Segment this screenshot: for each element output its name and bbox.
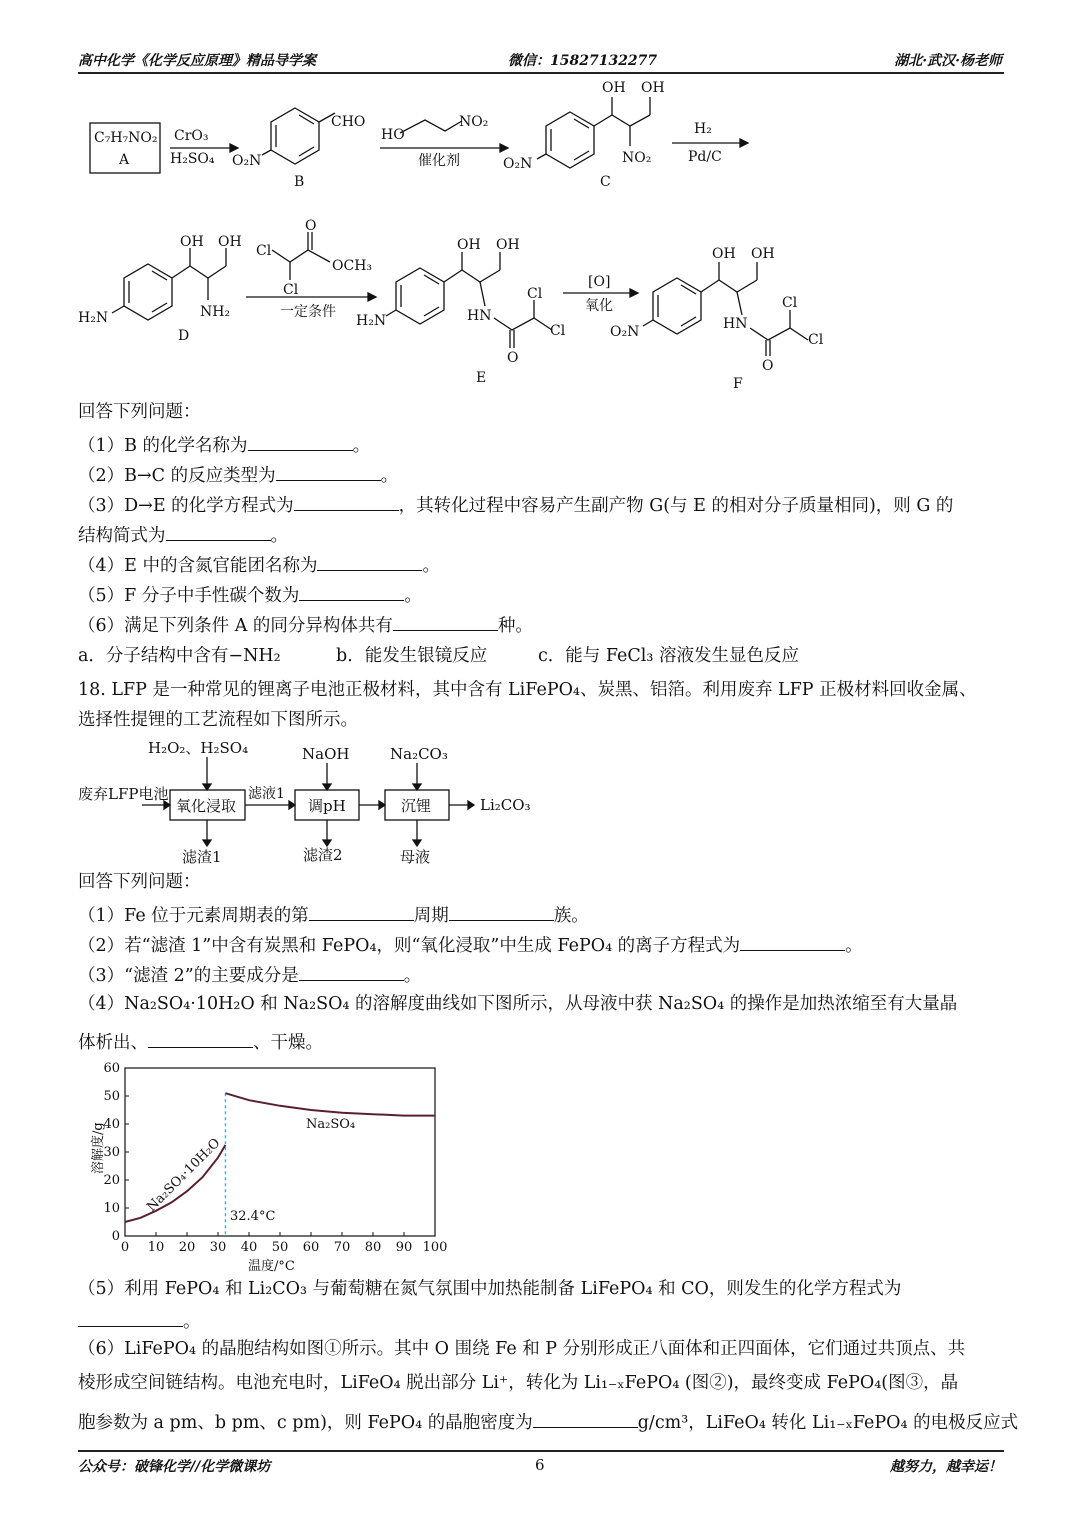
r2-below: 催化剂 [418, 153, 460, 169]
q17-q3a: （3）D→E 的化学方程式为 ，其转化过程中容易产生副产物 G(与 E 的相对分子质量相同)，则 G 的 [78, 492, 953, 517]
q18-q5a: （5）利用 FePO₄ 和 Li₂CO₃ 与葡萄糖在氮气氛围中加热能制备 LiFePO₄ 和 CO，则发生的化学方程式为 [78, 1279, 902, 1299]
E-o: O [507, 350, 519, 366]
solubility-chart [70, 1056, 470, 1276]
F-hn: HN [723, 316, 748, 332]
E-cl1: Cl [527, 286, 543, 302]
q18-q3: （3）“滤渣 2”的主要成分是 。 [78, 962, 421, 987]
r4-och3: OCH₃ [332, 258, 373, 274]
page-number: 6 [535, 1456, 545, 1474]
q17-intro: 回答下列问题： [78, 402, 201, 422]
q18-q6a: （6）LiFePO₄ 的晶胞结构如图①所示。其中 O 围绕 Fe 和 P 分别形成正八面体和正四面体，它们通过共顶点、共 [78, 1339, 966, 1359]
y-axis-label: 溶解度/g [91, 1122, 106, 1174]
q18-q6c: 胞参数为 a pm、b pm、c pm)，则 FePO₄ 的晶胞密度为 g/cm³，LiFeO₄ 转化 Li₁₋ₓFePO₄ 的电极反应式 [78, 1409, 1018, 1434]
E-cl2: Cl [550, 323, 566, 339]
y-tick-label: 60 [103, 1061, 120, 1076]
q17-q1: （1）B 的化学名称为 。 [78, 432, 370, 457]
q17-q4: （4）E 中的含氮官能团名称为 。 [78, 552, 440, 577]
C-label: C [600, 174, 611, 190]
q18-intro2: 选择性提锂的工艺流程如下图所示。 [78, 710, 358, 730]
y-tick-label: 10 [103, 1201, 120, 1216]
C-oh1: OH [602, 80, 626, 96]
F-cl2: Cl [808, 332, 824, 348]
series1-label: Na₂SO₄ [306, 1117, 356, 1132]
flow-residue1: 滤渣1 [182, 848, 222, 866]
x-tick-label: 0 [120, 1240, 130, 1255]
flow-mother: 母液 [400, 848, 431, 866]
series-anhydrous [225, 1093, 435, 1115]
flow-residue2: 滤渣2 [303, 846, 343, 864]
y-tick-label: 50 [103, 1089, 120, 1104]
footer-right: 越努力，越幸运！ [890, 1459, 1002, 1475]
transition-annotation: 32.4°C [230, 1209, 276, 1224]
B-label: B [294, 174, 305, 190]
B-cho: CHO [331, 114, 366, 130]
flow-product: Li₂CO₃ [480, 796, 531, 814]
C-no2-ring: O₂N [503, 156, 533, 172]
E-label: E [476, 370, 487, 386]
F-o2n: O₂N [610, 324, 640, 340]
q17-q3c: 结构简式为 。 [78, 522, 288, 547]
q18-q6b: 棱形成空间链结构。电池充电时，LiFeO₄ 脱出部分 Li⁺，转化为 Li₁₋ₓFePO₄ (图②)，最终变成 FePO₄(图③，晶 [78, 1373, 959, 1393]
y-tick-label: 20 [103, 1173, 120, 1188]
q18-intro1: 18. LFP 是一种常见的锂离子电池正极材料，其中含有 LiFePO₄、炭黑、铝箔。利用废弃 LFP 正极材料回收金属、 [78, 680, 977, 700]
r1-above: CrO₃ [174, 128, 209, 144]
r4-below: 一定条件 [280, 304, 336, 320]
q18-q5b: 。 [78, 1308, 201, 1333]
flow-reagent3: Na₂CO₃ [390, 745, 448, 763]
q17-q6: （6）满足下列条件 A 的同分异构体共有 种。 [78, 612, 533, 637]
process-flow [70, 735, 630, 870]
r4-o: O [305, 218, 317, 234]
header-left: 高中化学《化学反应原理》精品导学案 [78, 53, 316, 69]
r4-cl2: Cl [283, 282, 299, 298]
q18-q4a: （4）Na₂SO₄·10H₂O 和 Na₂SO₄ 的溶解度曲线如下图所示，从母液中获 Na₂SO₄ 的操作是加热浓缩至有大量晶 [78, 994, 958, 1014]
x-tick-label: 100 [422, 1240, 448, 1255]
flow-reagent1: H₂O₂、H₂SO₄ [148, 739, 249, 757]
r2-ho: HO [381, 127, 405, 143]
q18-q1: （1）Fe 位于元素周期表的第 周期 族。 [78, 902, 589, 927]
y-tick-label: 40 [103, 1117, 120, 1132]
flow-filtrate: 滤液1 [248, 786, 285, 802]
q17-q2: （2）B→C 的反应类型为 。 [78, 462, 398, 487]
E-oh2: OH [496, 237, 520, 253]
F-oh2: OH [751, 246, 775, 262]
A-formula: C₇H₇NO₂ [94, 130, 158, 146]
x-tick-label: 50 [271, 1240, 289, 1255]
x-tick-label: 30 [209, 1240, 227, 1255]
flow-step2: 调pH [308, 797, 346, 815]
flow-step3: 沉锂 [401, 797, 432, 815]
y-tick-label: 0 [111, 1229, 120, 1244]
flow-input: 废弃LFP电池 [78, 785, 169, 803]
D-nh2: NH₂ [200, 304, 231, 320]
x-tick-label: 90 [395, 1240, 413, 1255]
footer-left: 公众号：破锋化学//化学微课坊 [78, 1459, 271, 1475]
D-oh1: OH [180, 234, 204, 250]
C-no2-side: NO₂ [622, 150, 652, 166]
footer-rule [78, 1450, 1004, 1452]
x-tick-label: 80 [364, 1240, 382, 1255]
q17-cond-a: a．分子结构中含有−NH₂ [78, 646, 281, 666]
E-hn: HN [467, 308, 492, 324]
q17-cond-c: c．能与 FeCl₃ 溶液发生显色反应 [538, 646, 799, 666]
r3-below: Pd/C [688, 149, 722, 165]
F-o: O [762, 358, 774, 374]
D-oh2: OH [218, 234, 242, 250]
x-tick-label: 20 [178, 1240, 196, 1255]
reaction-scheme [0, 0, 1080, 400]
flow-step1: 氧化浸取 [176, 797, 237, 815]
x-tick-label: 60 [302, 1240, 320, 1255]
flow-reagent2: NaOH [302, 745, 350, 763]
header-right: 湖北·武汉·杨老师 [894, 53, 1002, 69]
F-label: F [733, 376, 743, 392]
r2-no2: NO₂ [459, 114, 489, 130]
E-oh1: OH [457, 237, 481, 253]
D-label: D [178, 328, 190, 344]
x-tick-label: 10 [147, 1240, 165, 1255]
F-cl1: Cl [782, 295, 798, 311]
r3-above: H₂ [694, 121, 712, 137]
r1-below: H₂SO₄ [170, 151, 215, 167]
header-center: 微信：15827132277 [508, 53, 658, 69]
A-label: A [119, 152, 130, 168]
r5-above: [O] [588, 274, 611, 290]
x-axis-label: 温度/°C [248, 1259, 295, 1274]
q18-q2: （2）若“滤渣 1”中含有炭黑和 FePO₄，则“氧化浸取”中生成 FePO₄ 的离子方程式为 。 [78, 932, 863, 957]
B-no2: O₂N [232, 153, 262, 169]
q18-q4b: 体析出、 、干燥。 [78, 1029, 323, 1054]
F-oh1: OH [712, 246, 736, 262]
plot-frame [125, 1068, 435, 1236]
x-tick-label: 40 [240, 1240, 258, 1255]
series0-label: Na₂SO₄·10H₂O [144, 1135, 224, 1215]
q17-cond-b: b．能发生银镜反应 [336, 646, 488, 666]
q18-ask: 回答下列问题： [78, 872, 201, 892]
q17-q5: （5）F 分子中手性碳个数为 。 [78, 582, 422, 607]
x-tick-label: 70 [333, 1240, 351, 1255]
C-oh2: OH [641, 80, 665, 96]
D-h2n: H₂N [78, 310, 109, 326]
r5-below: 氧化 [585, 298, 613, 314]
r4-cl1: Cl [256, 243, 272, 259]
y-tick-label: 30 [103, 1145, 120, 1160]
E-h2n: H₂N [356, 313, 387, 329]
